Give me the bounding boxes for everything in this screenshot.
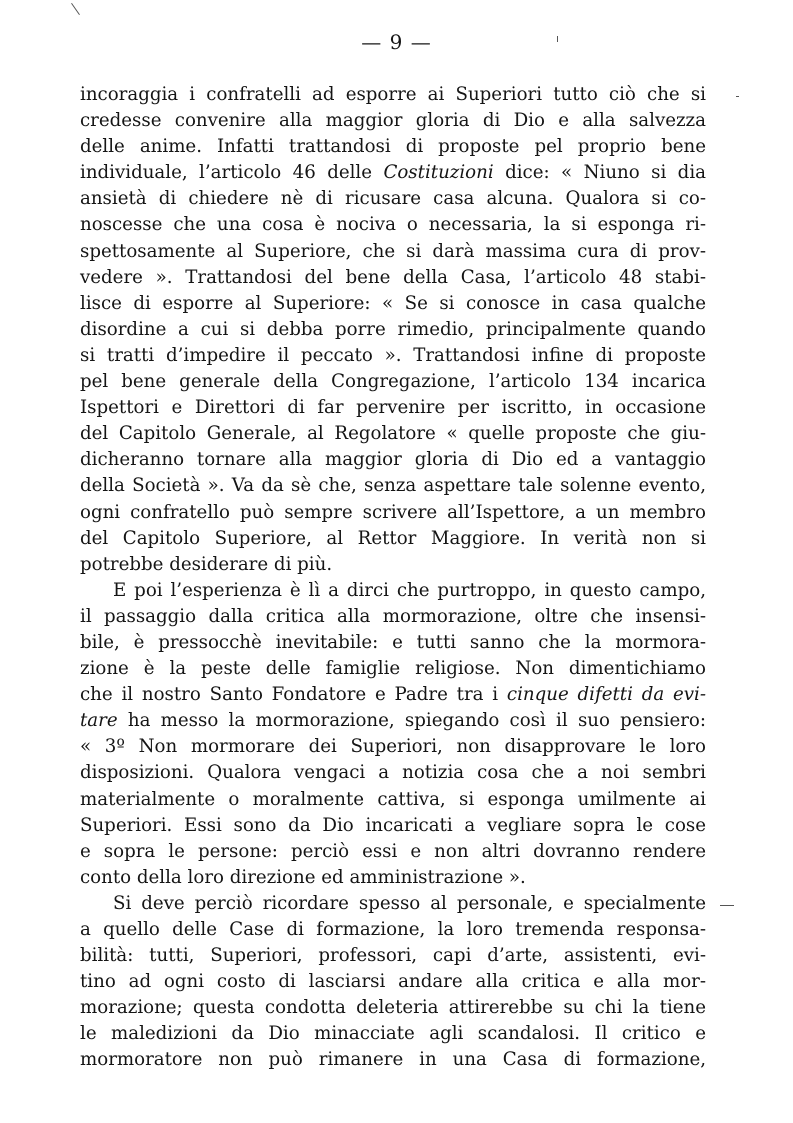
scan-mark — [71, 3, 80, 15]
text-line: il passaggio dalla critica alla mormorazione, oltre che insensi- — [80, 605, 706, 627]
text-line: si tratti d’impedire il peccato ». Trattandosi infine di proposte — [80, 344, 706, 366]
text-line: disposizioni. Qualora vengaci a notizia cosa che a noi sembri — [80, 762, 706, 784]
text-line: « 3º Non mormorare dei Superiori, non disapprovare le loro — [80, 736, 706, 758]
scan-mark — [736, 96, 739, 97]
scan-mark — [720, 905, 734, 906]
text-line: morazione; questa condotta deleteria attirerebbe su chi la tiene — [80, 997, 706, 1019]
text-line: Ispettori e Direttori di far pervenire per iscritto, in occasione — [80, 397, 706, 419]
text-line: pel bene generale della Congregazione, l’articolo 134 incarica — [80, 371, 706, 393]
text-segment: che il nostro Santo Fondatore e Padre tra i — [80, 684, 507, 706]
text-segment: individuale, l’articolo 46 delle — [80, 162, 384, 184]
text-line: bile, è pressocchè inevitabile: e tutti sanno che la mormora- — [80, 631, 706, 653]
italic-segment: Costituzioni — [383, 162, 494, 184]
text-line: Si deve perciò ricordare spesso al personale, e specialmente — [113, 892, 706, 914]
text-line: mormoratore non può rimanere in una Casa di formazione, — [80, 1049, 706, 1071]
text-line: noscesse che una cosa è nociva o necessaria, la si esponga ri- — [80, 214, 706, 236]
text-line: disordine a cui si debba porre rimedio, principalmente quando — [80, 318, 706, 340]
page-number: — 9 — — [361, 30, 432, 54]
scan-mark — [557, 36, 558, 42]
text-line: vedere ». Trattandosi del bene della Casa, l’articolo 48 stabi- — [80, 266, 706, 288]
text-line — [80, 682, 706, 708]
text-line: ogni confratello può sempre scrivere all’Ispettore, a un membro — [80, 501, 706, 523]
text-line — [80, 160, 706, 186]
text-line — [80, 708, 706, 734]
text-line: incoraggia i confratelli ad esporre ai Superiori tutto ciò che si — [80, 84, 706, 105]
body-text — [80, 82, 706, 1074]
text-line: conto della loro direzione ed amministrazione ». — [80, 866, 526, 888]
italic-segment: cinque difetti da evi- — [506, 684, 706, 706]
text-line: bilità: tutti, Superiori, professori, capi d’arte, assistenti, evi- — [80, 945, 706, 967]
text-line: della Società ». Va da sè che, senza aspettare tale solenne evento, — [80, 475, 706, 497]
text-line: dicheranno tornare alla maggior gloria di Dio ed a vantaggio — [80, 449, 706, 471]
text-line: spettosamente al Superiore, che si darà massima cura di prov- — [80, 240, 706, 262]
text-line: a quello delle Case di formazione, la loro tremenda responsa- — [80, 919, 706, 940]
text-line: E poi l’esperienza è lì a dirci che purtroppo, in questo campo, — [113, 579, 706, 601]
italic-segment: tare — [80, 710, 118, 732]
text-line: del Capitolo Superiore, al Rettor Maggiore. In verità non si — [80, 527, 706, 549]
text-line: zione è la peste delle famiglie religiose. Non dimentichiamo — [80, 658, 706, 680]
text-line: potrebbe desiderare di più. — [80, 553, 333, 575]
text-line: del Capitolo Generale, al Regolatore « quelle proposte che giu- — [80, 423, 706, 445]
text-line: lisce di esporre al Superiore: « Se si conosce in casa qualche — [80, 292, 706, 314]
text-line: Superiori. Essi sono da Dio incaricati a vegliare sopra le cose — [80, 814, 706, 836]
text-line: le maledizioni da Dio minacciate agli scandalosi. Il critico e — [80, 1023, 706, 1045]
text-line: credesse convenire alla maggior gloria di Dio e alla salvezza — [80, 110, 706, 132]
text-segment: dice: « Niuno si dia — [493, 162, 706, 184]
text-line: tino ad ogni costo di lasciarsi andare alla critica e alla mor- — [80, 971, 706, 993]
text-segment: ha messo la mormorazione, spiegando così il suo pensiero: — [117, 710, 706, 732]
text-line: materialmente o moralmente cattiva, si esponga umilmente ai — [80, 788, 706, 810]
text-line: delle anime. Infatti trattandosi di proposte pel proprio bene — [80, 136, 706, 158]
text-line: ansietà di chiedere nè di ricusare casa alcuna. Qualora si co- — [80, 188, 706, 210]
text-line: e sopra le persone: perciò essi e non altri dovranno rendere — [80, 840, 706, 862]
